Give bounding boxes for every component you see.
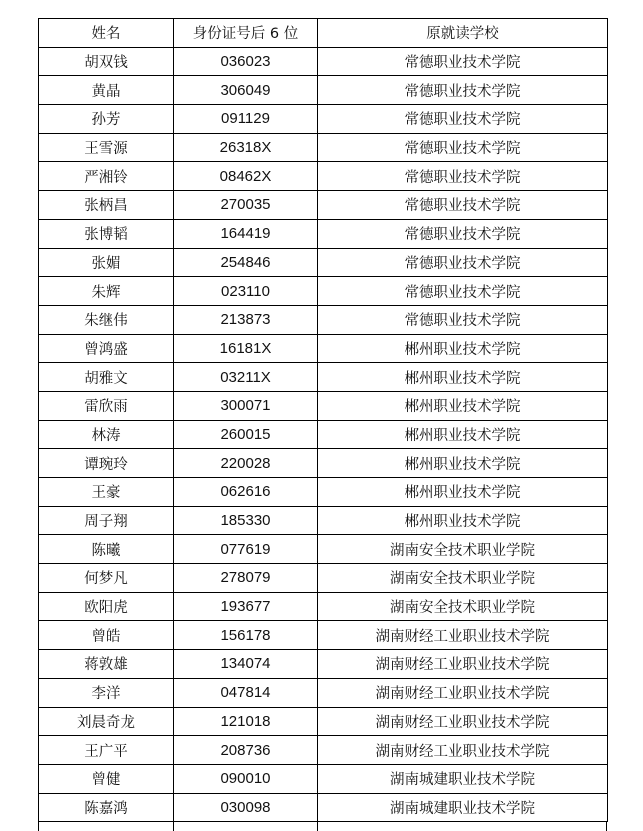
cell-id: 164419 <box>174 219 318 248</box>
cell-school: 常德职业技术学院 <box>318 133 608 162</box>
header-id-last6: 身份证号后 6 位 <box>174 19 318 48</box>
table-row <box>39 621 608 650</box>
cell-school: 常德职业技术学院 <box>318 305 608 334</box>
cell-id: 091129 <box>174 105 318 134</box>
table-body <box>39 47 608 822</box>
table-row <box>39 391 608 420</box>
cell-school: 湖南城建职业技术学院 <box>318 764 608 793</box>
cell-id: 26318X <box>174 133 318 162</box>
cell-school: 郴州职业技术学院 <box>318 449 608 478</box>
cell-id: 077619 <box>174 535 318 564</box>
cell-id: 260015 <box>174 420 318 449</box>
column-divider <box>317 822 318 831</box>
table-row <box>39 219 608 248</box>
cell-name: 林涛 <box>39 420 174 449</box>
cell-id: 270035 <box>174 191 318 220</box>
cell-school: 湖南财经工业职业技术学院 <box>318 678 608 707</box>
cell-id: 121018 <box>174 707 318 736</box>
table-row <box>39 363 608 392</box>
cell-name: 张媚 <box>39 248 174 277</box>
cell-id: 213873 <box>174 305 318 334</box>
table-row <box>39 305 608 334</box>
cell-id: 16181X <box>174 334 318 363</box>
cell-id: 208736 <box>174 736 318 765</box>
cell-id: 300071 <box>174 391 318 420</box>
cell-name: 严湘铃 <box>39 162 174 191</box>
cell-school: 常德职业技术学院 <box>318 219 608 248</box>
cell-id: 278079 <box>174 564 318 593</box>
table-row <box>39 478 608 507</box>
table-row <box>39 420 608 449</box>
cell-name: 周子翔 <box>39 506 174 535</box>
cell-school: 常德职业技术学院 <box>318 191 608 220</box>
cell-id: 023110 <box>174 277 318 306</box>
table-row <box>39 162 608 191</box>
table-row <box>39 248 608 277</box>
cell-id: 193677 <box>174 592 318 621</box>
cell-name: 朱继伟 <box>39 305 174 334</box>
cell-id: 156178 <box>174 621 318 650</box>
cell-name: 朱辉 <box>39 277 174 306</box>
cell-id: 254846 <box>174 248 318 277</box>
cell-school: 湖南财经工业职业技术学院 <box>318 621 608 650</box>
table-row <box>39 277 608 306</box>
table-row <box>39 793 608 822</box>
header-name: 姓名 <box>39 19 174 48</box>
cell-name: 黄晶 <box>39 76 174 105</box>
table-row <box>39 105 608 134</box>
table-row <box>39 535 608 564</box>
cell-school: 湖南安全技术职业学院 <box>318 592 608 621</box>
cell-id: 134074 <box>174 650 318 679</box>
cell-school: 湖南财经工业职业技术学院 <box>318 707 608 736</box>
column-divider <box>173 822 174 831</box>
table-row <box>39 736 608 765</box>
cell-name: 胡双钱 <box>39 47 174 76</box>
cell-name: 王广平 <box>39 736 174 765</box>
cell-id: 03211X <box>174 363 318 392</box>
cell-name: 曾健 <box>39 764 174 793</box>
cell-name: 李洋 <box>39 678 174 707</box>
cell-name: 孙芳 <box>39 105 174 134</box>
table-row <box>39 506 608 535</box>
cell-school: 常德职业技术学院 <box>318 162 608 191</box>
cell-school: 常德职业技术学院 <box>318 277 608 306</box>
table-header-row <box>39 19 608 48</box>
cell-school: 常德职业技术学院 <box>318 105 608 134</box>
cell-id: 062616 <box>174 478 318 507</box>
student-roster-table <box>38 18 608 822</box>
cell-name: 曾皓 <box>39 621 174 650</box>
cell-name: 王雪源 <box>39 133 174 162</box>
cell-name: 何梦凡 <box>39 564 174 593</box>
cell-school: 常德职业技术学院 <box>318 76 608 105</box>
cell-school: 湖南城建职业技术学院 <box>318 793 608 822</box>
cell-id: 090010 <box>174 764 318 793</box>
cell-name: 蒋敦雄 <box>39 650 174 679</box>
cell-name: 张博韬 <box>39 219 174 248</box>
cell-name: 陈曦 <box>39 535 174 564</box>
cell-school: 常德职业技术学院 <box>318 47 608 76</box>
cell-school: 湖南安全技术职业学院 <box>318 564 608 593</box>
cell-name: 雷欣雨 <box>39 391 174 420</box>
table-row <box>39 449 608 478</box>
table-row <box>39 191 608 220</box>
cell-name: 王豪 <box>39 478 174 507</box>
cell-school: 郴州职业技术学院 <box>318 420 608 449</box>
table-row <box>39 133 608 162</box>
cell-name: 欧阳虎 <box>39 592 174 621</box>
cell-school: 郴州职业技术学院 <box>318 391 608 420</box>
table-row <box>39 707 608 736</box>
table-row <box>39 678 608 707</box>
cell-name: 刘晨奇龙 <box>39 707 174 736</box>
table-row <box>39 564 608 593</box>
cell-id: 030098 <box>174 793 318 822</box>
header-school: 原就读学校 <box>318 19 608 48</box>
cell-school: 郴州职业技术学院 <box>318 334 608 363</box>
table-row <box>39 334 608 363</box>
table-row <box>39 650 608 679</box>
cell-school: 郴州职业技术学院 <box>318 478 608 507</box>
cell-name: 张柄昌 <box>39 191 174 220</box>
cell-school: 湖南安全技术职业学院 <box>318 535 608 564</box>
cell-name: 曾鸿盛 <box>39 334 174 363</box>
cell-school: 郴州职业技术学院 <box>318 363 608 392</box>
cell-id: 306049 <box>174 76 318 105</box>
cell-name: 胡雅文 <box>39 363 174 392</box>
table-row <box>39 47 608 76</box>
table-row <box>39 76 608 105</box>
cell-id: 036023 <box>174 47 318 76</box>
cell-name: 谭琬玲 <box>39 449 174 478</box>
cell-school: 郴州职业技术学院 <box>318 506 608 535</box>
cell-school: 常德职业技术学院 <box>318 248 608 277</box>
table-row <box>39 592 608 621</box>
table-row <box>39 764 608 793</box>
cell-name: 陈嘉鸿 <box>39 793 174 822</box>
cell-school: 湖南财经工业职业技术学院 <box>318 736 608 765</box>
cell-school: 湖南财经工业职业技术学院 <box>318 650 608 679</box>
cell-id: 08462X <box>174 162 318 191</box>
cell-id: 220028 <box>174 449 318 478</box>
next-row-edge <box>38 822 607 831</box>
cell-id: 047814 <box>174 678 318 707</box>
cell-id: 185330 <box>174 506 318 535</box>
